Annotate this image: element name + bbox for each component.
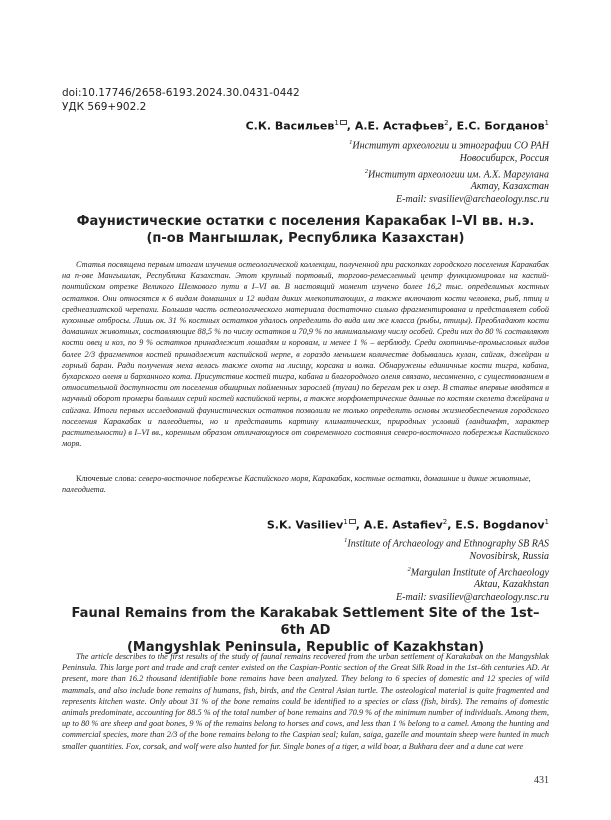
envelope-icon [340, 120, 347, 125]
affiliation-line [344, 564, 549, 580]
affiliation-line [349, 137, 549, 153]
affiliation-text: Margulan Institute of Archaeology [410, 566, 549, 578]
affiliation-mark: 2 [407, 565, 411, 573]
author-separator: , [447, 518, 456, 532]
ru-abstract-text: Статья посвящена первым итогам изучения остеологической коллекции, полученной при раскопках городского поселения Каракабак на п-ове Мангышлак, Республика Казахстан. Этот крупный портовый, торгово-ремесленный центр функционировал на каспий-понтийском отрезке Великого Шелкового пути в I–VI вв. В настоящий момент изучено более 16,2 тыс. определимых костных остатков. Они относятся к 6 видам домашних и 12 видам диких млекопитающих, а также включают кости человека, рыб, птиц и среднеазиатской черепахи. Большая часть остеологического материала достаточно сильно фрагментирована и представляет собой кухонные отбросы. Лишь ок. 31 % костных остатков удалось определить до вида или же класса (рыбы, птицы). Преобладают кости домашних животных, составляющие 88,5 % по числу остатков и 70,9 % по минимальному числу особей. Среди них до 80 % составляют кости овец и коз, по 9 % остатков принадлежит лошадям и коровам, и менее 1 % – верблюду. Среди охотничье-промысловых видов более 2/3 фрагментов костей принадлежит каспийской нерпе, в гораздо меньшем количестве добывались кулан, сайгак, джейран и горный баран. Ради получения меха велась также охота на лисицу, корсака и волка. Обнаружены единичные кости тигра, кабана, бухарского оленя и барханного кота. Присутствие костей тигра, кабана и благородного оленя связано, несомненно, с существованием в относительной доступности от поселения обширных пойменных зарослей (тугаи) по берегам рек и озер. В статье впервые вводятся в научный оборот промеры больших серий костей каспийской нерпы, а также морфометрические данные по костям скелета джейрана и сайгака. Итоги первых исследований фаунистических остатков позволили не только определить основы жизнеобеспечения городского поселения Каракабак и палеодиеты, но и представить картину климатических, природных условий (ландшафт, характер растительности) в I–VI вв., коренным образом отличающуюся от современного состояния северо-восточного побережья Каспийского моря. [62, 260, 549, 449]
author-name: А.Е. Астафьев [354, 119, 445, 133]
keywords-label: Ключевые слова: [76, 474, 137, 483]
en-abstract [62, 651, 549, 752]
envelope-icon [349, 519, 356, 524]
affiliation-text: Институт археологии им. А.Х. Маргулана [368, 168, 549, 180]
affiliation-mark: 2 [364, 167, 369, 175]
en-title-line1: Faunal Remains from the Karakabak Settlement Site of the 1st–6th AD [71, 606, 540, 638]
affiliation-line [349, 153, 549, 166]
author-separator: , [346, 119, 355, 133]
author-name: E.S. Bogdanov [455, 518, 545, 532]
author-affiliation-mark: 1 [544, 119, 549, 127]
ru-abstract [62, 259, 549, 449]
ru-title-line1: Фаунистические остатки с поселения Каракабак I–VI вв. н.э. [76, 214, 535, 229]
udk-code: УДК 569+902.2 [62, 101, 147, 113]
en-title [62, 605, 549, 656]
affiliation-line [344, 592, 549, 605]
affiliation-text: Institute of Archaeology and Ethnography SB RAS [347, 538, 549, 550]
affiliation-line [349, 194, 549, 207]
ru-title [62, 213, 549, 247]
author-name: S.K. Vasiliev [266, 518, 344, 532]
doi: doi:10.17746/2658-6193.2024.30.0431-0442 [62, 87, 300, 99]
en-affiliations [344, 535, 549, 605]
affiliation-text: E-mail: svasiliev@archaeology.nsc.ru [396, 592, 549, 604]
affiliation-line [344, 551, 549, 564]
en-abstract-text: The article describes to the first results of the study of faunal remains recovered from the urban settlement of Karakabak on the Mangyshlak Peninsula. This large port and trade and craft center existed on the Caspian-Pontic section of the Great Silk Road in the 1st–6th centuries AD. At present, more than 16.2 thousand identifiable bone remains have been analyzed. They belong to 6 species of domestic and 12 species of wild mammals, and also include bone remains of humans, fish, birds, and the Central Asian turtle. The osteological material is quite fragmented and represents kitchen waste. Only about 31 % of the bone remains could be identified to a species or class (fish, birds). The remains of domestic animals predominate, accounting for 88.5 % of the total number of bone remains and 70.9 % of the minimum number of individuals. Among them, up to 80 % are sheep and goat bones, 9 % of the remains belong to horses and cows, and less than 1 % belong to a camel. Among the hunting and commercial species, more than 2/3 of the bone remains belong to the Caspian seal; kulan, saiga, gazelle and mountain sheep were hunted in much smaller quantities. Fox, corsak, and wolf were also hunted for fur. Single bones of a tiger, a wild boar, a Bukhara deer and a dune cat were [62, 652, 549, 751]
affiliation-line [344, 535, 549, 551]
affiliation-text: Новосибирск, Россия [459, 152, 549, 164]
page-number: 431 [534, 775, 549, 786]
affiliation-text: Aktau, Kazakhstan [474, 579, 549, 591]
affiliation-text: Novosibirsk, Russia [469, 550, 549, 562]
author-affiliation-mark: 1 [334, 119, 339, 127]
author-separator: , [355, 518, 364, 532]
article-meta [62, 86, 300, 114]
author-affiliation-mark: 2 [442, 518, 448, 526]
en-title-line2: (Mangyshlak Peninsula, Republic of Kazakhstan) [126, 640, 485, 655]
affiliation-line [349, 166, 549, 182]
affiliation-text: E-mail: svasiliev@archaeology.nsc.ru [396, 194, 549, 206]
affiliation-text: Институт археологии и этнографии СО РАН [352, 140, 549, 152]
en-authors [267, 518, 549, 532]
ru-title-line2: (п-ов Мангышлак, Республика Казахстан) [146, 231, 465, 246]
affiliation-mark: 1 [349, 139, 353, 146]
author-name: A.E. Astafiev [363, 518, 443, 532]
affiliation-text: Актау, Казахстан [470, 181, 549, 193]
affiliation-line [349, 181, 549, 194]
author-affiliation-mark: 1 [544, 518, 549, 526]
keywords-text: северо-восточное побережье Каспийского моря, Каракабак, костные остатки, домашние и дикие животные, палеодиета. [62, 474, 531, 495]
author-name: С.К. Васильев [245, 119, 335, 133]
ru-authors [246, 119, 549, 133]
author-separator: , [448, 119, 457, 133]
affiliation-mark: 1 [344, 537, 348, 544]
affiliation-line [344, 579, 549, 592]
author-affiliation-mark: 1 [343, 518, 348, 526]
ru-keywords [62, 473, 549, 495]
author-affiliation-mark: 2 [444, 119, 449, 127]
author-name: Е.С. Богданов [456, 119, 545, 133]
ru-affiliations [349, 137, 549, 207]
